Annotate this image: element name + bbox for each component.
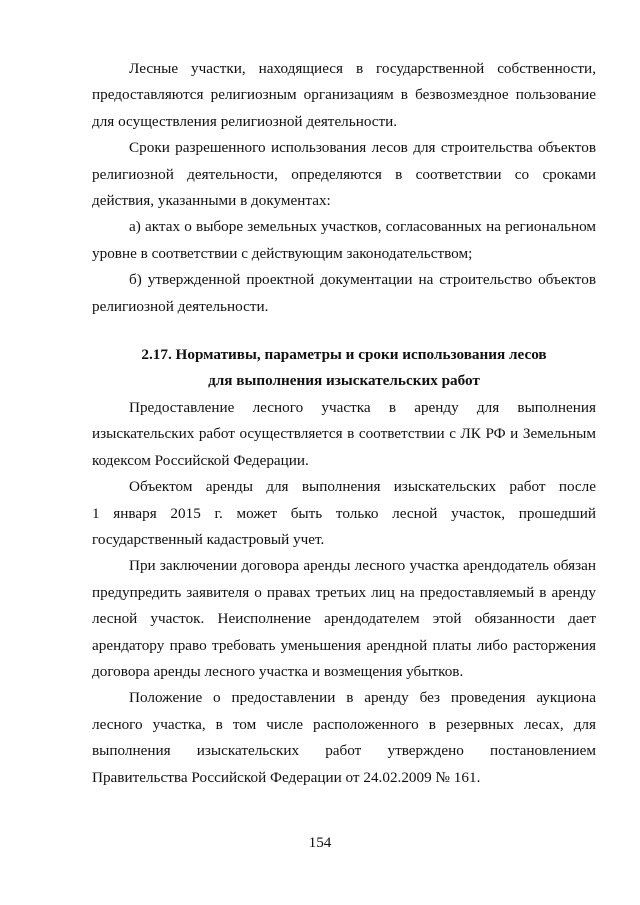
- paragraph: [92, 135, 596, 214]
- section-heading-line-2: для выполнения изыскательских работ: [208, 372, 480, 390]
- spacer: [92, 320, 596, 342]
- paragraph-line: действия, указанными в документах:: [92, 192, 331, 210]
- paragraph-line: религиозной деятельности.: [92, 297, 269, 315]
- section-heading-line-1: 2.17. Нормативы, параметры и сроки использования лесов: [141, 346, 547, 364]
- paragraph-line: государственный кадастровый учет.: [92, 530, 325, 548]
- paragraph: [92, 553, 596, 685]
- paragraph: [92, 395, 596, 474]
- paragraph-line: Лесные участки, находящиеся в государственной собственности,: [129, 60, 596, 77]
- paragraph-line: Положение о предоставлении в аренду без проведения аукциона: [129, 689, 596, 707]
- paragraph-line: предупредить заявителя о правах третьих лиц на предоставляемый в аренду: [92, 583, 596, 601]
- paragraph-line: Правительства Российской Федерации от 24.02.2009 № 161.: [92, 768, 481, 786]
- paragraph: [92, 474, 596, 553]
- paragraph: [92, 214, 596, 267]
- paragraph-line: лесного участка, в том числе расположенного в резервных лесах, для: [92, 715, 596, 733]
- paragraph-line: Сроки разрешенного использования лесов для строительства объектов: [129, 139, 596, 157]
- paragraph-line: При заключении договора аренды лесного участка арендодатель обязан: [129, 557, 596, 575]
- paragraph: [92, 267, 596, 320]
- paragraph-line: арендатору право требовать уменьшения арендной платы либо расторжения: [92, 636, 596, 654]
- paragraph-line: предоставляются религиозным организациям в безвозмездное пользование: [92, 86, 596, 104]
- paragraph-line: Предоставление лесного участка в аренду для выполнения: [129, 398, 596, 416]
- paragraph-line: кодексом Российской Федерации.: [92, 451, 309, 469]
- section-heading: [92, 342, 596, 395]
- page-number: 154: [308, 834, 332, 851]
- paragraph-line: а) актах о выборе земельных участков, согласованных на региональном: [129, 218, 596, 236]
- paragraph-line: б) утвержденной проектной документации на строительство объектов: [129, 271, 596, 289]
- text-block-after-heading: [92, 395, 596, 791]
- paragraph-line: уровне в соответствии с действующим законодательством;: [92, 244, 473, 262]
- paragraph-line: Объектом аренды для выполнения изыскательских работ после: [129, 478, 596, 496]
- paragraph-line: религиозной деятельности, определяются в соответствии со сроками: [92, 165, 596, 183]
- paragraph-line: для осуществления религиозной деятельности.: [92, 112, 398, 130]
- paragraph: [92, 56, 596, 135]
- document-page: [92, 56, 596, 791]
- paragraph-line: 1 января 2015 г. может быть только лесной участок, прошедший: [92, 504, 596, 522]
- paragraph-line: выполнения изыскательских работ утверждено постановлением: [92, 742, 596, 760]
- paragraph-line: лесной участок. Неисполнение арендодателем этой обязанности дает: [92, 610, 596, 628]
- paragraph-line: изыскательских работ осуществляется в соответствии с ЛК РФ и Земельным: [92, 425, 596, 443]
- text-block-before-heading: [92, 56, 596, 320]
- paragraph: [92, 685, 596, 791]
- paragraph-line: договора аренды лесного участка и возмещения убытков.: [92, 662, 464, 680]
